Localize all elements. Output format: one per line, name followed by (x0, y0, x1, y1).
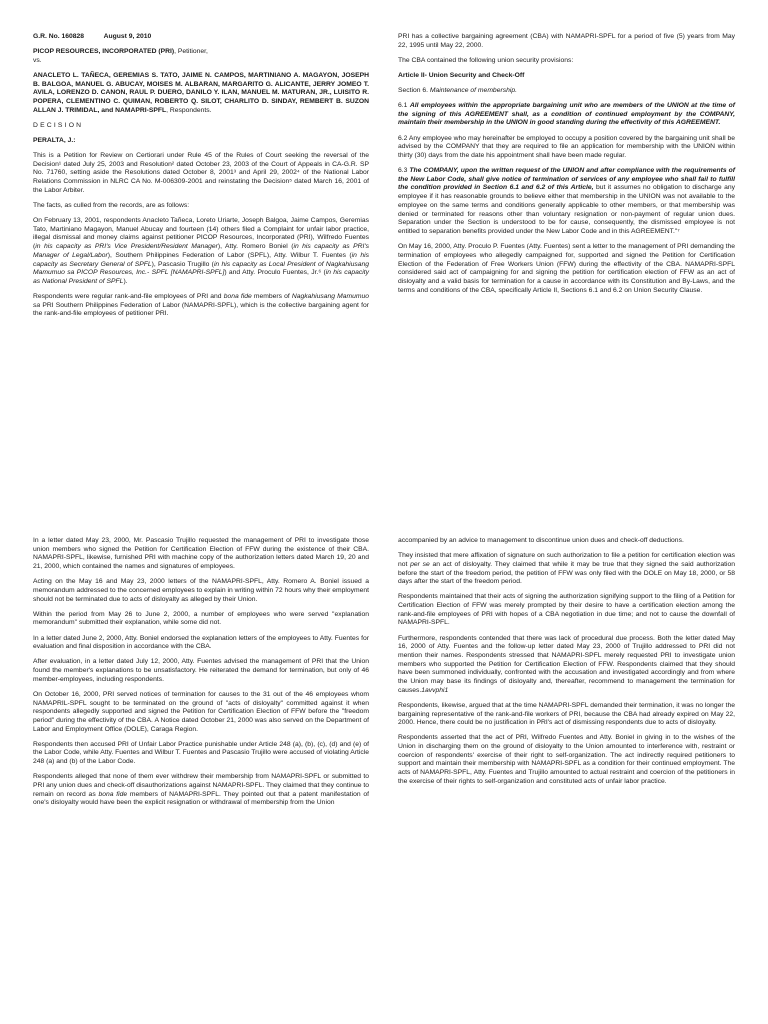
paragraph: PRI has a collective bargaining agreement (CBA) with NAMAPRI-SPFL for a period of five (5) years from May 22, 1995 until May 22, 2000. (398, 33, 735, 49)
italic-run: Nagkahiusang Mamumuo sa (33, 293, 370, 309)
section-heading (398, 87, 735, 96)
italic-run: per se (410, 560, 430, 568)
text-run: PRI Southern Philippines Federation of Labor (NAMAPRI-SPFL), which is the collective bargaining agent for the rank-and-file employees of petitioner PRI. (33, 301, 369, 318)
case-number: G.R. No. 160828 (33, 33, 85, 40)
italic-run: bona fide (223, 293, 252, 300)
italic-run: in his capacity as PRI's Manager of Legal/Labor (33, 243, 369, 259)
decision-heading: DECISION (33, 121, 84, 129)
clause-6-2: 6.2 Any employee who may hereinafter be employed to occupy a position covered by the bargaining unit shall be advised by the COMPANY that they are required to file an application for membership with the UNION within thirty (30) days from the date his appointment shall have been made regular. (398, 134, 735, 159)
paragraph: accompanied by an advice to management to discontinue union dues and check-off deductions. (398, 537, 684, 544)
italic-run: 1avvphi1 (421, 686, 449, 694)
article-heading: Article II- Union Security and Check-Off (398, 71, 525, 79)
versus-text: vs. (33, 56, 42, 64)
italic-run: Maintenance of membership. (429, 86, 517, 94)
text-run: ) and Atty. Proculo Fuentes, Jr.⁶ ( (224, 269, 326, 277)
paragraph: In a letter dated May 23, 2000, Mr. Pascasio Trujillo requested the management of PRI to investigate those union members who signed the Petition for Certification Election of FFW during the existence of their CBA. NAMAPRI-SPFL, likewise, furnished PRI with machine copy of the authorization letters dated March 19, 20 and 21, 2000, which contained the names and signatures of employees. (33, 537, 369, 571)
paragraph (33, 293, 369, 319)
text-run: but it assumes no obligation to discharge any employee if it has reasonable grounds to believe either that membership in the UNION was not available to the employee on the same terms and conditions generally applicable to other members, or that membership was denied or terminated for reasons other than voluntary resignation or non-payment of regular union dues. Separation under the Section is understood to be for cause, consequently, the dismissed employee is not entitled to separation benefits provided under the New Labor Code and in this AGREEMENT."⁷ (398, 184, 735, 235)
paragraph: Acting on the May 16 and May 23, 2000 letters of the NAMAPRI-SPFL, Atty. Romero A. Boniel issued a memorandum addressed to the concerned employees to explain in writing within 72 hours why their employment should not be terminated due to acts of disloyalty as alleged by their Union. (33, 578, 369, 603)
paragraph: Within the period from May 26 to June 2, 2000, a number of employees who were served "explanation memorandum" submitted their explanation, while some did not. (33, 610, 369, 627)
respondents-names: ANACLETO L. TAÑECA, GEREMIAS S. TATO, JAIME N. CAMPOS, MARTINIANO A. MAGAYON, JOSEPH B. BALGOA, MANUEL G. ABUCAY, MOISES M. ALBARAN, MARGARITO G. ALICANTE, JERRY JOMEO T. AVILA, LORENZO D. CANON, RAUL P. DUERO, DANILO Y. ILAN, MANUEL M. MATURAN, JR., LUISITO R. POPERA, CLEMENTINO C. QUIMAN, ROBERTO Q. SILOT, CHARLITO D. SINDAY, REMBERT B. SUZON ALLAN J. TRIMIDAL, and NAMAPRI-SPFL (33, 71, 369, 114)
paragraph: After evaluation, in a letter dated July 12, 2000, Atty. Fuentes advised the management of PRI that the Union found the member's explanations to be unsatisfactory. He reiterated the demand for termination, but only of 46 member-employees, including respondents. (33, 658, 369, 683)
respondents-role: , Respondents. (166, 106, 212, 114)
document-page-2 (0, 512, 768, 1024)
page2-right-column (398, 537, 735, 793)
text-run: ), Atty. Romero Boniel ( (217, 243, 294, 251)
paragraph: In a letter dated June 2, 2000, Atty. Boniel endorsed the explanation letters of the employees to Atty. Fuentes for evaluation and final disposition in accordance with the CBA. (33, 634, 369, 651)
paragraph: On May 16, 2000, Atty. Proculo P. Fuentes (Atty. Fuentes) sent a letter to the management of PRI demanding the termination of employees who allegedly campaigned for, supported and signed the Petition for Certification Election of the Federation of Free Workers Union (FFW) during the effectivity of the CBA. NAMAPRI-SPFL considered said act of campaigning for and signing the petition for certification election of FFW as an act of disloyalty and a valid basis for termination for a cause in accordance with its Constitution and By-Laws, and the terms and conditions of the CBA, specifically Article II, Sections 6.1 and 6.2 on Union Security Clause. (398, 243, 735, 294)
paragraph: On October 16, 2000, PRI served notices of termination for causes to the 31 out of the 46 employees whom NAMAPRIL-SPFL sought to be terminated on the ground of "acts of disloyalty" committed against it when respondents allegedly supported and signed the Petition for Certification Election of FFW before the "freedom period" during the effectivity of the CBA. A Notice dated October 21, 2000 was also served on the Department of Labor and Employment Office (DOLE), Caraga Region. (33, 690, 369, 733)
bold-italic-run: All employees within the appropriate bargaining unit who are members of the UNION at the time of the signing of this AGREEMENT shall, as a condition of continued employment by the COMPANY, maintain their membership in the UNION in good standing during the effectivity of this AGREEMENT. (398, 102, 735, 127)
italic-run: in his capacity as Secretary General of SPFL (33, 251, 369, 268)
text-run: Furthermore, respondents contended that there was lack of procedural due process. Both the letter dated May 16, 2000 of Atty. Fuentes and the follow-up letter dated May 23, 2000 of Trujillo addressed to PRI did not mention their names. Respondents stressed that NAMAPRI-SPFL merely requested PRI to investigate union members who supported the Petition for Certification Election of FFW. Respondents claimed that they should have been summoned individually, confronted with the accusation and investigated accordingly and from where the Union may base its findings of disloyalty and, thereafter, recommend to management the termination for causes. (398, 634, 735, 694)
text-run: members of (251, 293, 292, 300)
paragraph (33, 217, 369, 287)
paragraph (398, 635, 735, 696)
paragraph (398, 552, 735, 587)
page1-left-column (33, 33, 369, 326)
text-run: ). (123, 277, 128, 285)
italic-run: bona fide (98, 790, 128, 798)
petitioner-role: , Petitioner, (174, 48, 208, 56)
case-header (33, 33, 369, 42)
text-run: ), Pascasio Trugillo ( (151, 260, 214, 268)
paragraph: Respondents asserted that the act of PRI, Wilfredo Fuentes and Atty. Boniel in giving in to the wishes of the Union in discharging them on the ground of disloyalty to the Union amounted to interference with, restraint or coercion of respondents' exercise of their right to self-organization. The act indirectly required petitioners to support and maintain their membership with NAMAPRI-SPFL as a condition for their continued employment. The acts of NAMAPRI-SPFL, Atty. Fuentes and Trujillo amounted to actual restraint and coercion of the petitioners in the exercise of their rights to self-organization and constituted acts of unfair labor practice. (398, 734, 735, 785)
text-run: 6.1 (398, 102, 410, 110)
petitioner-line (33, 48, 369, 65)
italic-run: in his capacity as PRI's Vice President/Resident Manager (35, 243, 218, 251)
paragraph: Respondents maintained that their acts of signing the authorization signifying support to the filing of a Petition for Certification Election of FFW was merely prompted by their desire to have a certification election among the rank-and-file employees of PRI with hopes of a CBA negotiation in due time; and not to cause the downfall of NAMAPRI-SPFL. (398, 593, 735, 627)
paragraph: Respondents then accused PRI of Unfair Labor Practice punishable under Article 248 (a), (b), (c), (d) and (e) of the Labor Code, while Atty. Fuentes and Wilbur T. Fuentes and Pascasio Trujillo were accused of violating Article 248 (a) and (b) of the Labor Code. (33, 740, 369, 766)
paragraph: Respondents, likewise, argued that at the time NAMAPRI-SPFL demanded their termination, it was no longer the bargaining representative of the rank-and-file workers of PRI, because the CBA had already expired on May 22, 2000. Hence, there could be no justification in PRI's act of dismissing respondents due to acts of disloyalty. (398, 701, 735, 727)
page1-right-column (398, 33, 735, 302)
paragraph: The facts, as culled from the records, are as follows: (33, 201, 190, 209)
paragraph (33, 773, 369, 808)
text-run: They insisted that mere affixation of signature on such authorization to file a petition for certification election was not (398, 552, 735, 568)
clause-6-1 (398, 102, 735, 128)
italic-run: in his capacity as National President of SPFL (33, 269, 369, 285)
text-run: Section 6. (398, 86, 430, 94)
paragraph: This is a Petition for Review on Certiorari under Rule 45 of the Rules of Court seeking the reversal of the Decision¹ dated July 25, 2003 and Resolution² dated October 23, 2003 of the Court of Appeals in CA-G.R. SP No. 71760, setting aside the Resolutions dated October 8, 2001³ and April 29, 2002⁴ of the National Labor Relations Commission in NLRC CA No. M-006309-2001 and reinstating the Decision⁵ dated March 16, 2001 of the Labor Arbiter. (33, 151, 369, 194)
italic-run: in his capacity as Local President of Nagkahiusang Mamumuo sa PICOP Resources, Inc.- SPFL [NAMAPRI-SPFL] (33, 260, 369, 277)
clause-6-3 (398, 167, 735, 237)
text-run: an act of disloyalty. They claimed that while it may be true that they signed the said authorization before the start of the freedom period, the petition of FFW was only filed with the DOLE on May 18, 2000, or 58 days after the start of the freedom period. (398, 560, 735, 586)
text-run: On February 13, 2001, respondents Anacleto Tañeca, Loreto Uriarte, Joseph Balgoa, Jaime Campos, Geremias Tato, Martiniano Magayon, Manuel Abucay and fourteen (14) others filed a Complaint for unfair labor practice, illegal dismissal and money claims against petitioner PICOP Resources, Incorporated (PRI), Wilfredo Fuentes ( (33, 216, 369, 251)
page2-left-column (33, 537, 369, 814)
text-run: Respondents alleged that none of them ever withdrew their membership from NAMAPRI-SPFL or submitted to PRI any union dues and check-off disauthorizations against NAMAPRI-SPFL. They claimed that they continue to remain on record as (33, 773, 369, 798)
text-run: members of NAMAPRI-SPFL. They pointed out that a patent manifestation of one's disloyalty would have been the explicit resignation or withdrawal of membership from the Union (33, 790, 369, 807)
bold-italic-run: The COMPANY, upon the written request of the UNION and after compliance with the requirements of the New Labor Code, shall give notice of termination of services of any employee who shall fail to fulfill the condition provided in Section 6.1 and 6.2 of this Article, (398, 167, 735, 192)
text-run: Respondents were regular rank-and-file employees of PRI and (33, 293, 224, 300)
petitioner-name: PICOP RESOURCES, INCORPORATED (PRI) (33, 48, 175, 56)
case-date: August 9, 2010 (103, 33, 152, 40)
respondents-line (33, 72, 369, 116)
text-run: 6.3 (398, 167, 410, 175)
text-run: ), Southern Philippines Federation of Labor (SPFL), Atty. Wilbur T. Fuentes ( (107, 251, 352, 259)
ponente: PERALTA, J.: (33, 136, 76, 144)
paragraph: The CBA contained the following union security provisions: (398, 56, 574, 64)
